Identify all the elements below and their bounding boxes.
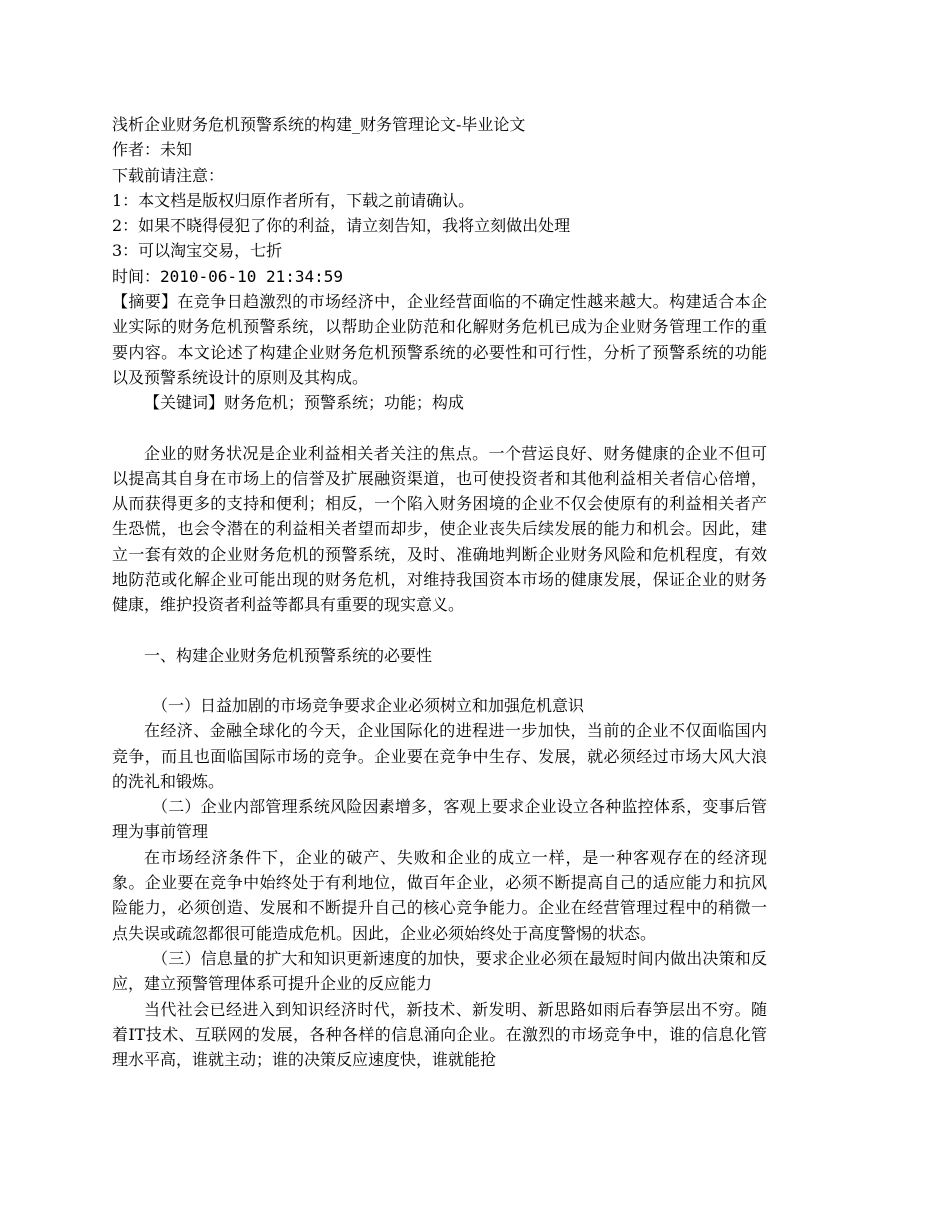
timestamp-line: 时间：2010-06-10 21:34:59 — [112, 266, 344, 286]
spacer — [112, 618, 767, 643]
notice-heading: 下载前请注意： — [112, 165, 225, 185]
author-line: 作者：未知 — [112, 140, 193, 160]
spacer — [112, 668, 767, 693]
intro-paragraph: 企业的财务状况是企业利益相关者关注的焦点。一个营运良好、财务健康的企业不但可以提高其自身在市场上的信誉及扩展融资渠道，也可使投资者和其他利益相关者信心倍增，从而获得更多的支持和便利；相反，一个陷入财务困境的企业不仅会使原有的利益相关者产生恐慌，也会令潜在的利益相关者望而却步，使企业丧失后续发展的能力和机会。因此，建立一套有效的企业财务危机的预警系统，及时、准确地判断企业财务风险和危机程度，有效地防范或化解企业可能出现的财务危机，对维持我国资本市场的健康发展，保证企业的财务健康，维护投资者利益等都具有重要的现实意义。 — [112, 443, 767, 615]
document-page — [112, 112, 767, 1072]
keywords-line: 【关键词】财务危机；预警系统；功能；构成 — [144, 393, 465, 413]
notice-item: 3：可以淘宝交易，七折 — [112, 241, 283, 261]
subsection-body: 在经济、金融全球化的今天，企业国际化的进程进一步加快，当前的企业不仅面临国内竞争，而且也面临国际市场的竞争。企业要在竞争中生存、发展，就必须经过市场大风大浪的洗礼和锻炼。 — [112, 721, 767, 791]
subsection-heading: （二）企业内部管理系统风险因素增多，客观上要求企业设立各种监控体系，变事后管理为事前管理 — [112, 797, 767, 842]
document-title: 浅析企业财务危机预警系统的构建_财务管理论文-毕业论文 — [112, 115, 526, 134]
notice-item: 2：如果不晓得侵犯了你的利益，请立刻告知，我将立刻做出处理 — [112, 216, 571, 236]
subsection-heading: （一）日益加剧的市场竞争要求企业必须树立和加强危机意识 — [152, 695, 585, 715]
abstract-paragraph: 【摘要】在竞争日趋激烈的市场经济中，企业经营面临的不确定性越来越大。构建适合本企业实际的财务危机预警系统，以帮助企业防范和化解财务危机已成为企业财务管理工作的重要内容。本文论述了构建企业财务危机预警系统的必要性和可行性，分析了预警系统的功能以及预警系统设计的原则及其构成。 — [112, 292, 767, 387]
notice-item: 1：本文档是版权归原作者所有，下载之前请确认。 — [112, 190, 475, 210]
subsection-body: 在市场经济条件下，企业的破产、失败和企业的成立一样，是一种客观存在的经济现象。企业要在竞争中始终处于有利地位，做百年企业，必须不断提高自己的适应能力和抗风险能力，必须创造、发展和不断提升自己的核心竞争能力。企业在经营管理过程中的稍微一点失误或疏忽都很可能造成危机。因此，企业必须始终处于高度警惕的状态。 — [112, 847, 767, 943]
subsection-body: 当代社会已经进入到知识经济时代，新技术、新发明、新思路如雨后春笋层出不穷。随着IT技术、互联网的发展，各种各样的信息涌向企业。在激烈的市场竞争中，谁的信息化管理水平高，谁就主动；谁的决策反应速度快，谁就能抢 — [112, 999, 767, 1070]
spacer — [112, 416, 767, 441]
subsection-heading: （三）信息量的扩大和知识更新速度的加快，要求企业必须在最短时间内做出决策和反应，建立预警管理体系可提升企业的反应能力 — [112, 948, 767, 994]
section-heading: 一、构建企业财务危机预警系统的必要性 — [144, 645, 433, 665]
